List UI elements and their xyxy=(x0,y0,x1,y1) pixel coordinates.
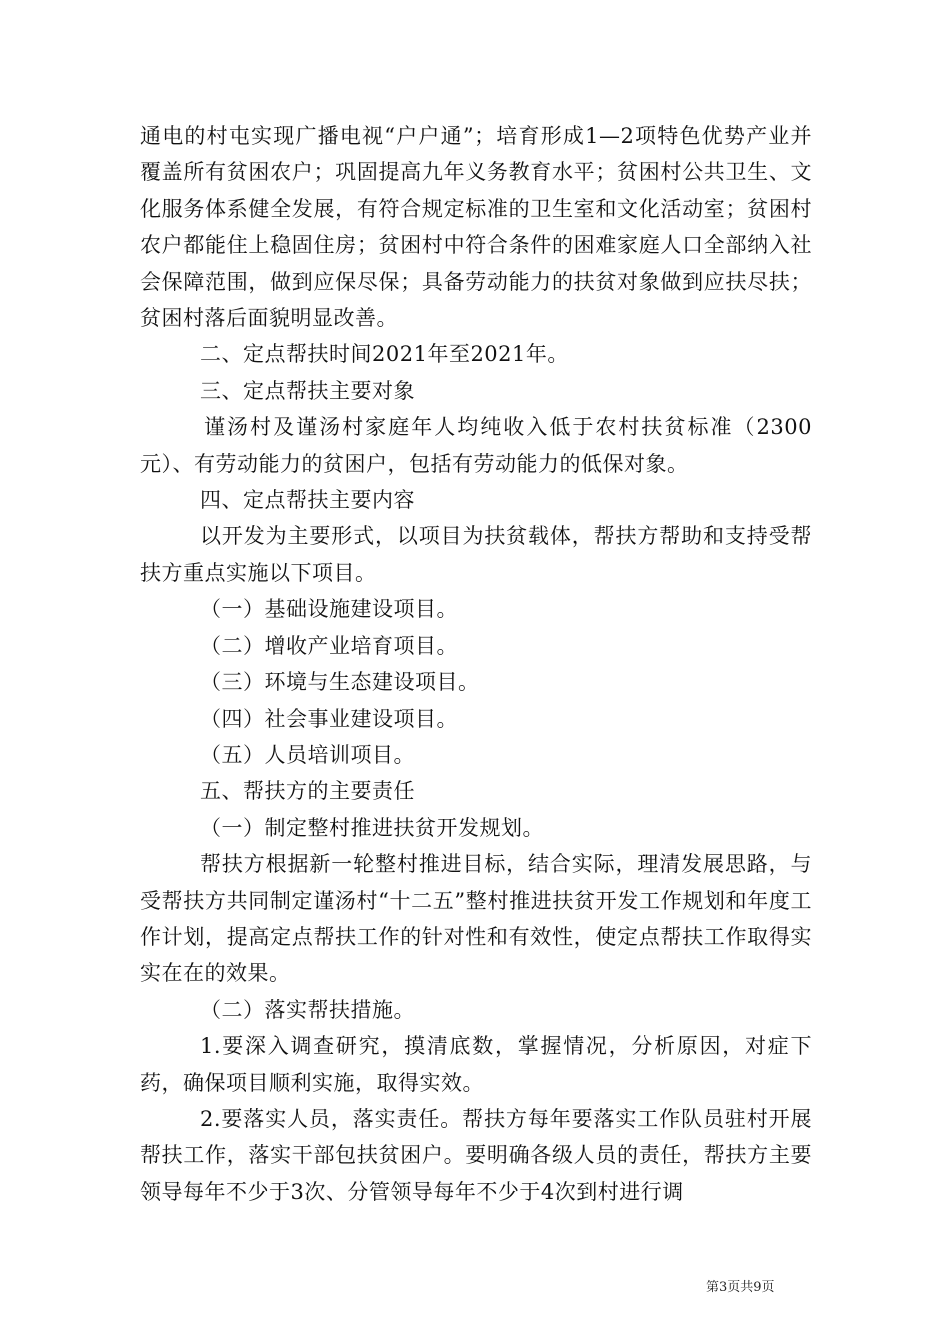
paragraph-plan: 帮扶方根据新一轮整村推进目标，结合实际，理清发展思路，与受帮扶方共同制定谨汤村“十二五”整村推进扶贫开发工作规划和年度工作计划，提高定点帮扶工作的针对性和有效性，使定点帮扶工作取得实实在在的效果。 xyxy=(140,852,812,986)
list-item-industry: （二）增收产业培育项目。 xyxy=(200,633,458,658)
list-item-training: （五）人员培训项目。 xyxy=(200,742,415,767)
section-2-heading: 二、定点帮扶时间2021年至2021年。 xyxy=(200,342,569,367)
subsection-plan-heading: （一）制定整村推进扶贫开发规划。 xyxy=(200,815,544,840)
section-5-heading: 五、帮扶方的主要责任 xyxy=(200,779,415,804)
section-3-heading: 三、定点帮扶主要对象 xyxy=(200,378,415,403)
paragraph-content-intro: 以开发为主要形式，以项目为扶贫载体，帮扶方帮助和支持受帮扶方重点实施以下项目。 xyxy=(140,524,812,585)
document-body xyxy=(140,118,812,1210)
section-4-heading: 四、定点帮扶主要内容 xyxy=(200,488,415,513)
paragraph-goals-continued: 通电的村屯实现广播电视“户户通”；培育形成1—2项特色优势产业并覆盖所有贫困农户；巩固提高九年义务教育水平；贫困村公共卫生、文化服务体系健全发展，有符合规定标准的卫生室和文化活动室；贫困村农户都能住上稳固住房；贫困村中符合条件的困难家庭人口全部纳入社会保障范围，做到应保尽保；具备劳动能力的扶贫对象做到应扶尽扶；贫困村落后面貌明显改善。 xyxy=(140,124,812,331)
list-item-environment: （三）环境与生态建设项目。 xyxy=(200,670,480,695)
paragraph-measure-2: 2.要落实人员，落实责任。帮扶方每年要落实工作队员驻村开展帮扶工作，落实干部包扶贫困户。要明确各级人员的责任，帮扶方主要领导每年不少于3次、分管领导每年不少于4次到村进行调 xyxy=(140,1106,812,1204)
list-item-infrastructure: （一）基础设施建设项目。 xyxy=(200,597,458,622)
page-number-footer: 第3页共9页 xyxy=(706,1280,775,1295)
subsection-measures-heading: （二）落实帮扶措施。 xyxy=(200,997,415,1022)
paragraph-measure-1: 1.要深入调查研究，摸清底数，掌握情况，分析原因，对症下药，确保项目顺利实施，取得实效。 xyxy=(140,1034,812,1095)
list-item-social: （四）社会事业建设项目。 xyxy=(200,706,458,731)
paragraph-targets: 谨汤村及谨汤村家庭年人均纯收入低于农村扶贫标准（2300元）、有劳动能力的贫困户，包括有劳动能力的低保对象。 xyxy=(140,415,812,476)
